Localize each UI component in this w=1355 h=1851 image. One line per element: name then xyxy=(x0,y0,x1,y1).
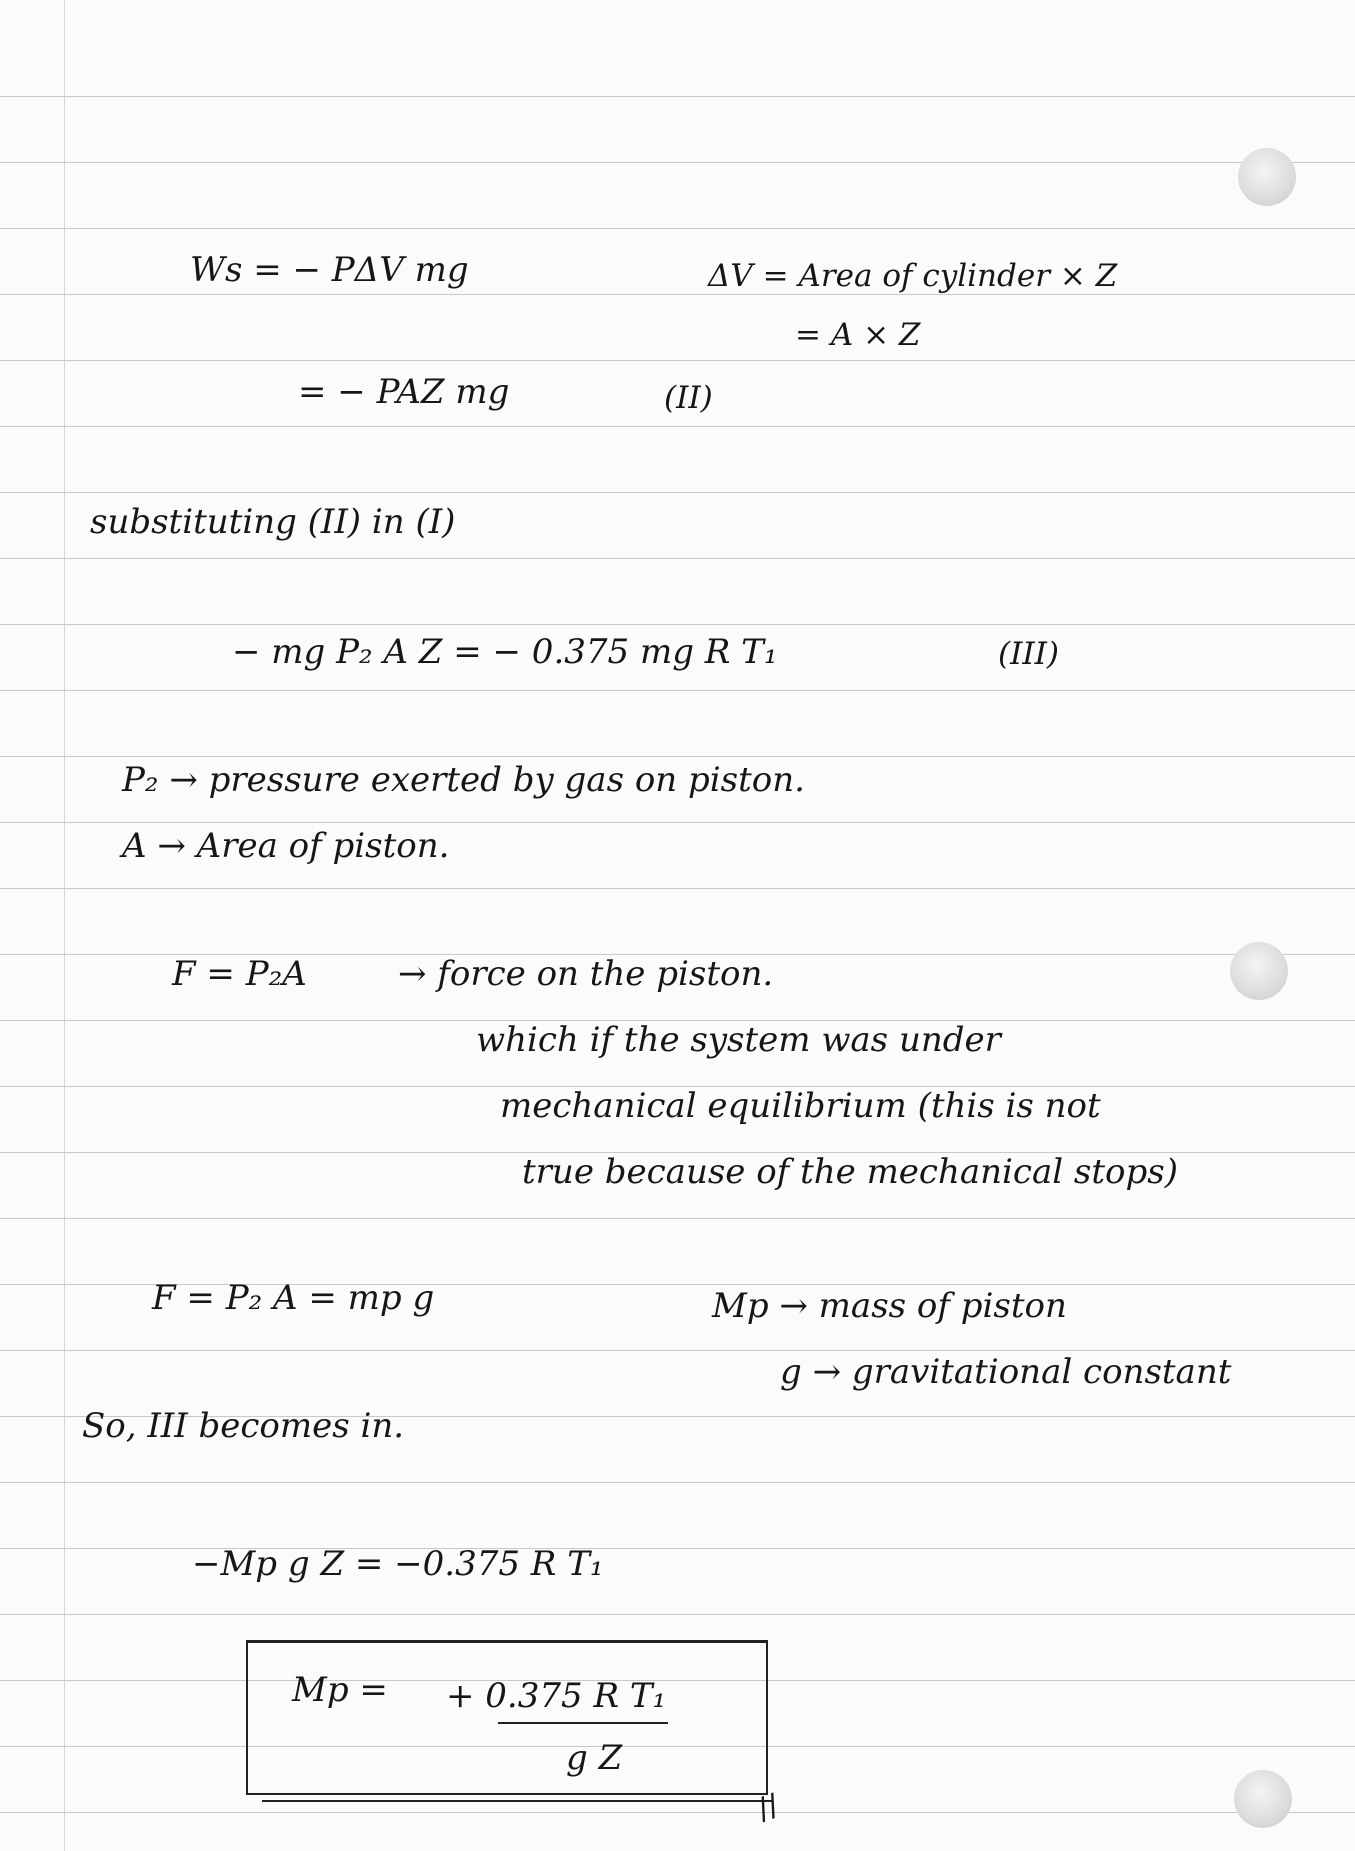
answer-numerator: + 0.375 R T₁ xyxy=(446,1676,667,1716)
force-note-line-2: mechanical equilibrium (this is not xyxy=(500,1086,1101,1126)
ruled-line xyxy=(0,756,1355,757)
ruled-line xyxy=(0,1614,1355,1615)
ruled-line xyxy=(0,888,1355,889)
equation-label-ii: (II) xyxy=(664,380,713,416)
area-definition: A → Area of piston. xyxy=(122,826,450,866)
ruled-line xyxy=(0,96,1355,97)
force-note-line-1: which if the system was under xyxy=(476,1020,1001,1060)
equation-iii: − mg P₂ A Z = − 0.375 mg R T₁ xyxy=(232,632,778,672)
piston-mass-definition: Mp → mass of piston xyxy=(712,1286,1067,1326)
work-substituted: = − PAZ mg xyxy=(298,372,510,412)
answer-underline xyxy=(262,1800,772,1802)
answer-lhs: Mp = xyxy=(292,1670,388,1710)
ruled-line xyxy=(0,228,1355,229)
ruled-line xyxy=(0,1350,1355,1351)
answer-box xyxy=(246,1640,768,1795)
ruled-line xyxy=(0,492,1355,493)
force-equals-weight: F = P₂ A = mp g xyxy=(152,1278,435,1318)
equation-label-iii: (III) xyxy=(998,636,1059,672)
force-description: → force on the piston. xyxy=(398,954,774,994)
substituting-note: substituting (II) in (I) xyxy=(90,502,456,542)
ruled-line xyxy=(0,1218,1355,1219)
volume-change-definition: ΔV = Area of cylinder × Z xyxy=(708,258,1118,294)
punch-hole-bottom xyxy=(1234,1770,1292,1828)
force-equation: F = P₂A xyxy=(172,954,307,994)
ruled-line xyxy=(0,624,1355,625)
equation-final-step: −Mp g Z = −0.375 R T₁ xyxy=(192,1544,604,1584)
punch-hole-top xyxy=(1238,148,1296,206)
force-note-line-3: true because of the mechanical stops) xyxy=(522,1152,1178,1192)
margin-line xyxy=(64,0,65,1851)
ruled-line xyxy=(0,360,1355,361)
end-mark: // xyxy=(752,1787,784,1828)
gravity-definition: g → gravitational constant xyxy=(780,1352,1232,1392)
fraction-bar xyxy=(498,1722,668,1724)
ruled-line xyxy=(0,162,1355,163)
work-equation: Ws = − PΔV mg xyxy=(190,250,469,290)
ruled-line xyxy=(0,690,1355,691)
volume-change-simplified: = A × Z xyxy=(795,317,921,353)
ruled-line xyxy=(0,426,1355,427)
ruled-line xyxy=(0,1482,1355,1483)
p2-definition: P₂ → pressure exerted by gas on piston. xyxy=(122,760,805,800)
punch-hole-middle xyxy=(1230,942,1288,1000)
ruled-line xyxy=(0,294,1355,295)
ruled-line xyxy=(0,1812,1355,1813)
ruled-line xyxy=(0,558,1355,559)
ruled-line xyxy=(0,822,1355,823)
becomes-note: So, III becomes in. xyxy=(82,1406,405,1446)
answer-denominator: g Z xyxy=(566,1738,623,1778)
